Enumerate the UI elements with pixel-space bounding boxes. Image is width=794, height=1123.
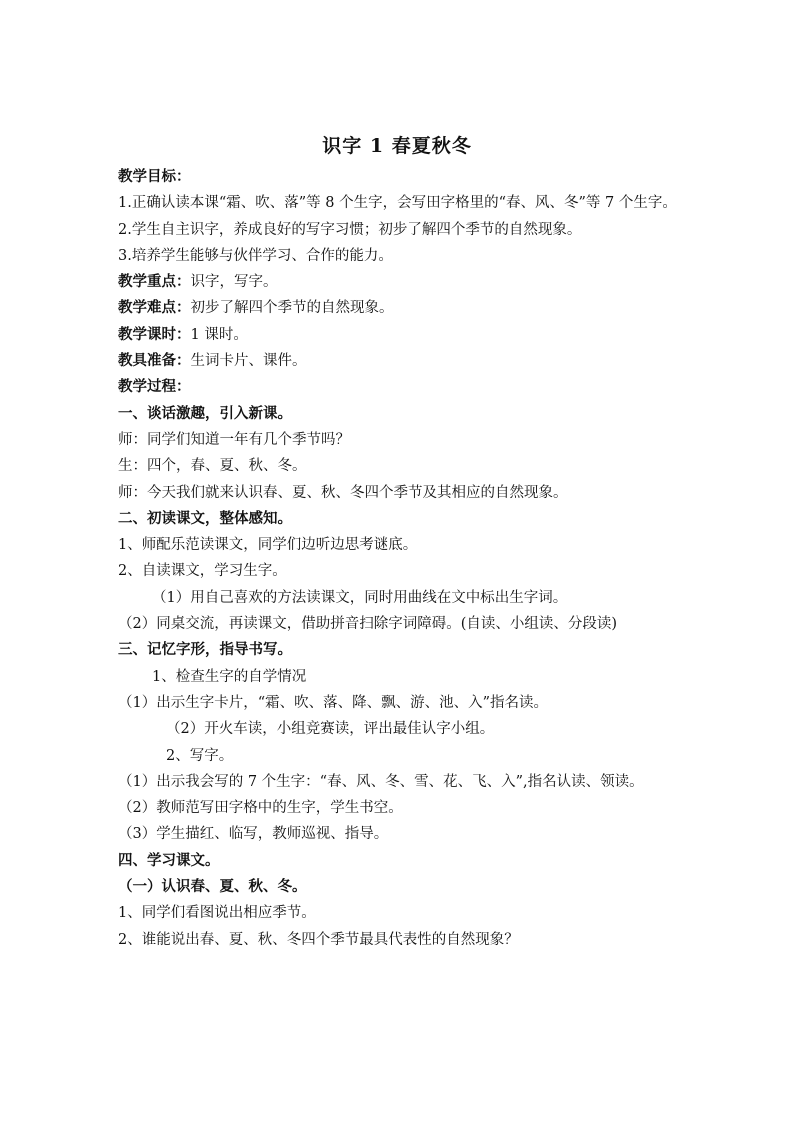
page-title: 识字 1 春夏秋冬 — [322, 135, 472, 157]
section-3-line-3: （2）开火车读，小组竞赛读，评出最佳认字小组。 — [166, 721, 495, 738]
difficulties-label: 教学难点： — [118, 299, 191, 317]
section-2-line-3: （1）用自己喜欢的方法读课文，同时用曲线在文中标出生字词。 — [152, 589, 568, 606]
objective-1: 1.正确认读本课“霜、吹、落”等 8 个生字，会写田字格里的“春、风、冬”等 7 个生字。 — [118, 195, 677, 212]
section-3-line-2: （1）出示生字卡片，“霜、吹、落、降、飘、游、池、入”指名读。 — [118, 694, 549, 711]
section-1-line-1: 师：同学们知道一年有几个季节吗？ — [118, 431, 350, 448]
section-3-line-5: （1）出示我会写的 7 个生字：“春、风、冬、雪、花、飞、入”,指名认读、领读。 — [118, 773, 644, 790]
materials-label: 教具准备： — [118, 352, 191, 370]
section-2-line-1: 1、师配乐范读课文，同学们边听边思考谜底。 — [118, 537, 418, 554]
section-1-line-3: 师：今天我们就来认识春、夏、秋、冬四个季节及其相应的自然现象。 — [118, 484, 568, 501]
objective-2: 2.学生自主识字，养成良好的写字习惯；初步了解四个季节的自然现象。 — [118, 221, 582, 238]
objectives-heading: 教学目标： — [118, 168, 191, 185]
class-hours — [118, 322, 678, 348]
difficulties — [118, 295, 678, 321]
key-points — [118, 269, 678, 295]
objective-3: 3.培养学生能够与伙伴学习、合作的能力。 — [118, 247, 393, 264]
section-4-sub-heading: （一）认识春、夏、秋、冬。 — [118, 878, 307, 896]
key-points-label: 教学重点： — [118, 273, 191, 291]
section-3-line-4: 2、写字。 — [166, 747, 234, 764]
section-3-line-6: （2）教师范写田字格中的生字，学生书空。 — [118, 800, 403, 817]
document-body — [118, 164, 678, 953]
class-hours-value: 1 课时。 — [190, 326, 248, 343]
section-3-line-1: 1、检查生字的自学情况 — [152, 668, 307, 685]
materials-value: 生词卡片、课件。 — [190, 353, 307, 370]
section-3-line-7: （3）学生描红、临写，教师巡视、指导。 — [118, 826, 389, 843]
section-4-line-1: 1、同学们看图说出相应季节。 — [118, 905, 316, 922]
section-4-line-2: 2、谁能说出春、夏、秋、冬四个季节最具代表性的自然现象？ — [118, 931, 519, 948]
section-2-line-4: （2）同桌交流，再读课文，借助拼音扫除字词障碍。(自读、小组读、分段读) — [118, 616, 618, 633]
key-points-value: 识字，写字。 — [190, 274, 278, 291]
section-4-heading: 四、学习课文。 — [118, 851, 220, 869]
section-2-line-2: 2、自读课文，学习生字。 — [118, 563, 287, 580]
class-hours-label: 教学课时： — [118, 325, 191, 343]
difficulties-value: 初步了解四个季节的自然现象。 — [190, 300, 394, 317]
section-2-heading: 二、初读课文，整体感知。 — [118, 509, 292, 527]
section-3-heading: 三、记忆字形，指导书写。 — [118, 641, 292, 659]
materials — [118, 348, 678, 374]
process-heading: 教学过程： — [118, 378, 191, 396]
section-1-line-2: 生：四个，春、夏、秋、冬。 — [118, 458, 307, 475]
section-1-heading: 一、谈话激趣，引入新课。 — [118, 404, 292, 422]
